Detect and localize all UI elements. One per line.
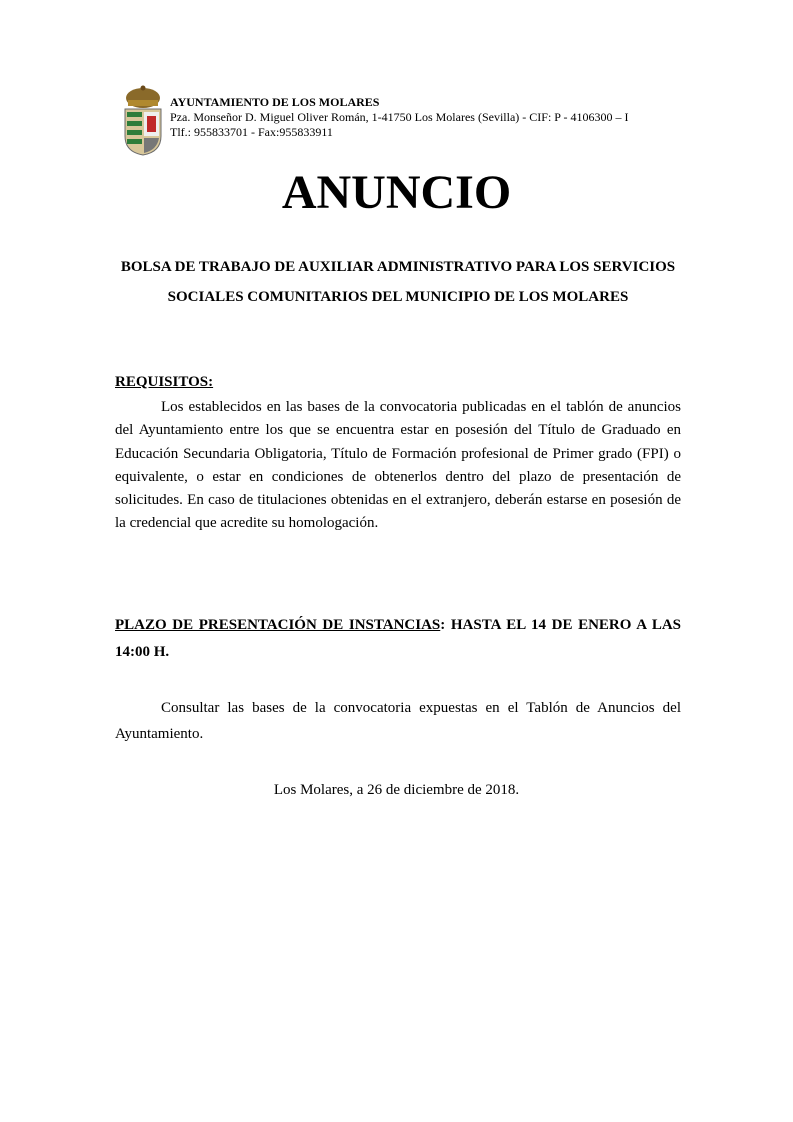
plazo-section <box>115 612 681 666</box>
letterhead <box>170 95 629 140</box>
address: Pza. Monseñor D. Miguel Oliver Román, 1-41750 Los Molares (Sevilla) - CIF: P - 4106300 – I <box>170 110 629 124</box>
plazo-value: : HASTA EL 14 DE ENERO A LAS 14:00 H. <box>115 617 681 660</box>
requisitos-heading: REQUISITOS: <box>115 374 214 390</box>
plazo-label: PLAZO DE PRESENTACIÓN DE INSTANCIAS <box>115 617 441 633</box>
requisitos-body: Los establecidos en las bases de la convocatoria publicadas en el tablón de anuncios del Ayuntamiento entre los que se encuentra estar en posesión del Título de Graduado en Educación Secundaria Obligatoria, Título de Formación profesional de Primer grado (FPI) o equivalente, o estar en condiciones de obtenerlos dentro del plazo de presentación de solicitudes. En caso de titulaciones obtenidas en el extranjero, deberán estarse en posesión de la credencial que acredite su homologación. <box>115 399 681 532</box>
organization-name: AYUNTAMIENTO DE LOS MOLARES <box>170 95 380 109</box>
date-line: Los Molares, a 26 de diciembre de 2018. <box>273 782 520 798</box>
coat-of-arms-icon <box>122 84 164 156</box>
document-title: ANUNCIO <box>281 166 512 219</box>
phone-fax: Tlf.: 955833701 - Fax:955833911 <box>170 125 333 139</box>
document-subtitle: BOLSA DE TRABAJO DE AUXILIAR ADMINISTRATIVO PARA LOS SERVICIOS SOCIALES COMUNITARIOS DEL MUNICIPIO DE LOS MOLARES <box>120 259 676 305</box>
consultar-paragraph: Consultar las bases de la convocatoria expuestas en el Tablón de Anuncios del Ayuntamiento. <box>115 700 681 742</box>
